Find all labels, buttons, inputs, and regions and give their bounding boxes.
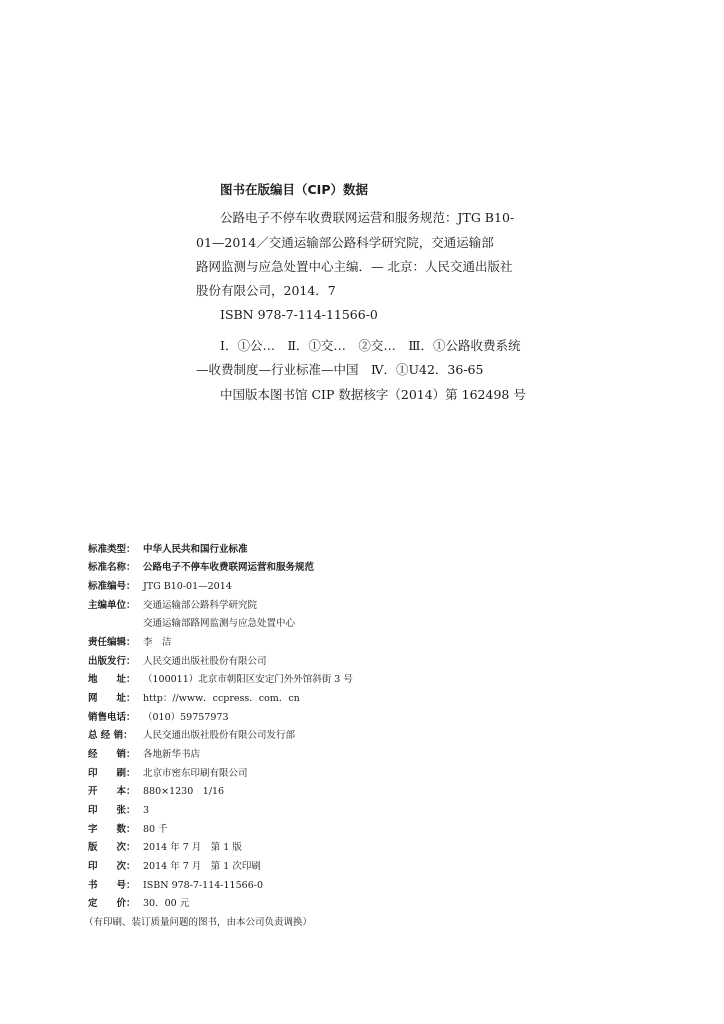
imprint-row: 开 本： 880×1230 1/16 — [88, 786, 225, 797]
cip-line-4: 股份有限公司，2014．7 — [196, 283, 336, 298]
quality-note: （有印刷、装订质量问题的图书，由本公司负责调换） — [84, 917, 313, 928]
cip-title: 图书在版编目（CIP）数据 — [220, 182, 368, 197]
imprint-row: 主编单位： 交通运输部公路科学研究院 — [88, 600, 258, 611]
cip-line-3: 路网监测与应急处置中心主编．— 北京：人民交通出版社 — [196, 259, 513, 274]
imprint-row: 印 张： 3 — [88, 805, 150, 816]
imprint-row: 总 经 销： 人民交通出版社股份有限公司发行部 — [88, 730, 296, 741]
imprint-row: 地 址： （100011）北京市朝阳区安定门外外馆斜街 3 号 — [88, 674, 353, 685]
imprint-row: 定 价： 30．00 元 — [88, 898, 190, 909]
imprint-row: 责任编辑： 李 洁 — [88, 637, 172, 648]
imprint-row: 网 址： http：//www．ccpress．com．cn — [88, 693, 300, 704]
imprint-row: 字 数： 80 千 — [88, 824, 168, 835]
imprint-row: 交通运输部路网监测与应急处置中心 — [143, 618, 296, 629]
imprint-row: 标准编号： JTG B10-01—2014 — [88, 581, 232, 592]
cip-line-1: 公路电子不停车收费联网运营和服务规范：JTG B10- — [220, 210, 515, 225]
imprint-row: 印 刷： 北京市密东印刷有限公司 — [88, 768, 248, 779]
imprint-row: 标准名称： 公路电子不停车收费联网运营和服务规范 — [88, 562, 315, 573]
imprint-row: 经 销： 各地新华书店 — [88, 749, 201, 760]
cip-classification-2: —收费制度—行业标准—中国 Ⅳ．①U42．36-65 — [196, 362, 484, 377]
cip-record-number: 中国版本图书馆 CIP 数据核字（2014）第 162498 号 — [220, 387, 526, 402]
cip-line-2: 01—2014／交通运输部公路科学研究院，交通运输部 — [196, 235, 494, 250]
imprint-row: 出版发行： 人民交通出版社股份有限公司 — [88, 656, 267, 667]
imprint-row: 标准类型： 中华人民共和国行业标准 — [88, 544, 248, 555]
imprint-row: 印 次： 2014 年 7 月 第 1 次印刷 — [88, 861, 261, 872]
cip-isbn: ISBN 978-7-114-11566-0 — [220, 307, 378, 322]
imprint-row: 书 号： ISBN 978-7-114-11566-0 — [88, 880, 263, 891]
cip-classification-1: Ⅰ．①公… Ⅱ．①交… ②交… Ⅲ．①公路收费系统 — [220, 338, 521, 353]
imprint-row: 销售电话： （010）59757973 — [88, 712, 229, 723]
imprint-row: 版 次： 2014 年 7 月 第 1 版 — [88, 842, 242, 853]
